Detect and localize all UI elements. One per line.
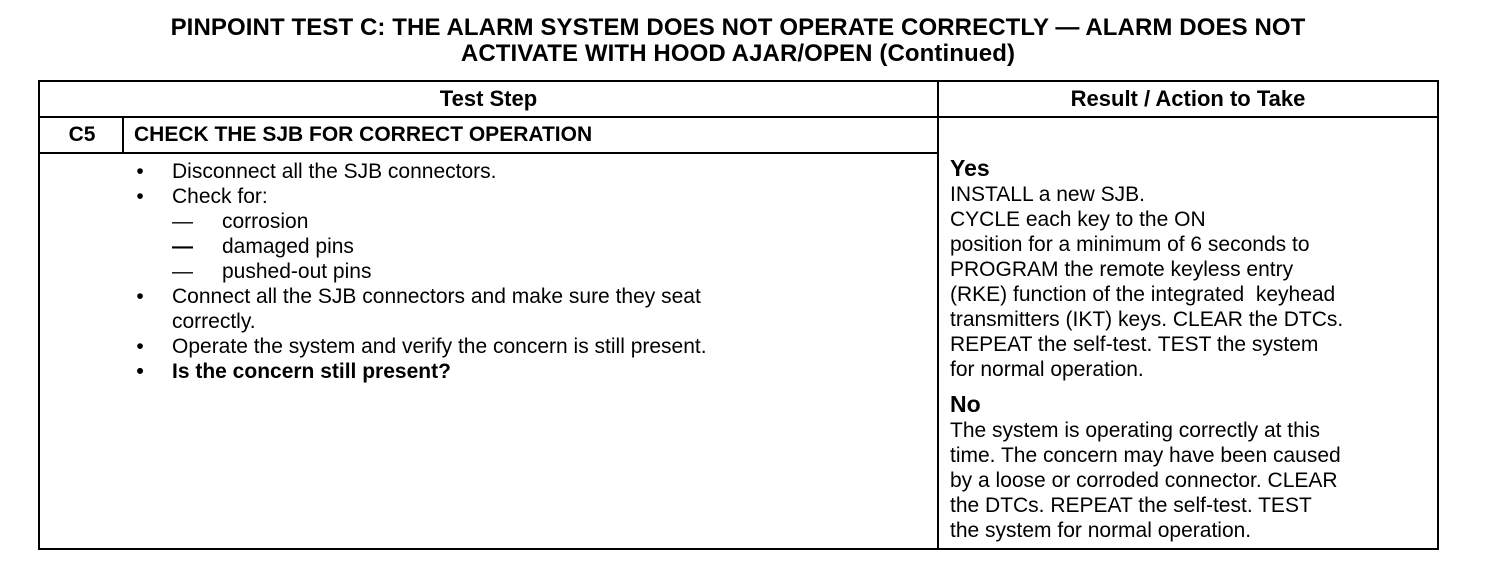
sub-list-item-text: pushed-out pins: [222, 260, 372, 283]
page-title-line-1: PINPOINT TEST C: THE ALARM SYSTEM DOES NOT OPERATE CORRECTLY — ALARM DOES NOT: [170, 14, 1306, 41]
bullet-icon: •: [136, 160, 144, 183]
result-line: transmitters (IKT) keys. CLEAR the DTCs.: [950, 308, 1344, 331]
step-id: C5: [68, 123, 96, 146]
result-line: The system is operating correctly at this: [950, 419, 1320, 442]
page-title: [38, 15, 1438, 67]
result-yes-label: Yes: [950, 155, 990, 181]
result-line: CYCLE each key to the ON: [950, 208, 1206, 231]
sub-list-item: [132, 259, 932, 284]
list-item-continuation-text: correctly.: [172, 310, 256, 333]
result-line: (RKE) function of the integrated keyhead: [950, 283, 1336, 306]
dash-icon: —: [172, 210, 193, 233]
step-instructions: [132, 159, 932, 384]
result-line: PROGRAM the remote keyless entry: [950, 258, 1294, 281]
result-line: the DTCs. REPEAT the self-test. TEST: [950, 494, 1312, 517]
result-line: position for a minimum of 6 seconds to: [950, 233, 1310, 256]
list-item-text: Connect all the SJB connectors and make sure they seat: [172, 285, 701, 308]
bullet-icon: •: [136, 285, 144, 308]
list-item-question: [132, 359, 932, 384]
bullet-icon: •: [136, 360, 144, 383]
sub-list-item-text: damaged pins: [222, 235, 354, 258]
result-line: time. The concern may have been caused: [950, 444, 1341, 467]
list-item-text: Check for:: [172, 185, 268, 208]
header-test-step: Test Step: [439, 86, 538, 111]
result-line: INSTALL a new SJB.: [950, 183, 1145, 206]
dash-icon: —: [172, 235, 193, 258]
result-yes-text: [950, 182, 1434, 382]
list-item-text: Operate the system and verify the concern is still present.: [172, 335, 707, 358]
list-item: [132, 284, 932, 309]
list-item-text: Disconnect all the SJB connectors.: [172, 160, 497, 183]
result-action: [950, 154, 1434, 543]
list-item-text: Is the concern still present?: [172, 360, 451, 383]
page-title-line-2: ACTIVATE WITH HOOD AJAR/OPEN (Continued): [460, 40, 1016, 67]
list-item: [132, 159, 932, 184]
result-line: by a loose or corroded connector. CLEAR: [950, 469, 1338, 492]
sub-list-item: [132, 209, 932, 234]
result-no-label: No: [950, 391, 981, 417]
bullet-icon: •: [136, 335, 144, 358]
header-result-action: Result / Action to Take: [1070, 86, 1306, 111]
sub-list-item-text: corrosion: [222, 210, 309, 233]
result-no-text: [950, 418, 1434, 543]
pinpoint-test-table: [38, 80, 1439, 550]
result-line: the system for normal operation.: [950, 519, 1252, 542]
list-item-continuation: [132, 309, 932, 334]
result-line: for normal operation.: [950, 358, 1144, 381]
bullet-icon: •: [136, 185, 144, 208]
step-title: CHECK THE SJB FOR CORRECT OPERATION: [134, 123, 593, 146]
result-line: REPEAT the self-test. TEST the system: [950, 333, 1319, 356]
list-item: [132, 334, 932, 359]
list-item: [132, 184, 932, 209]
dash-icon: —: [172, 260, 193, 283]
sub-list-item: [132, 234, 932, 259]
